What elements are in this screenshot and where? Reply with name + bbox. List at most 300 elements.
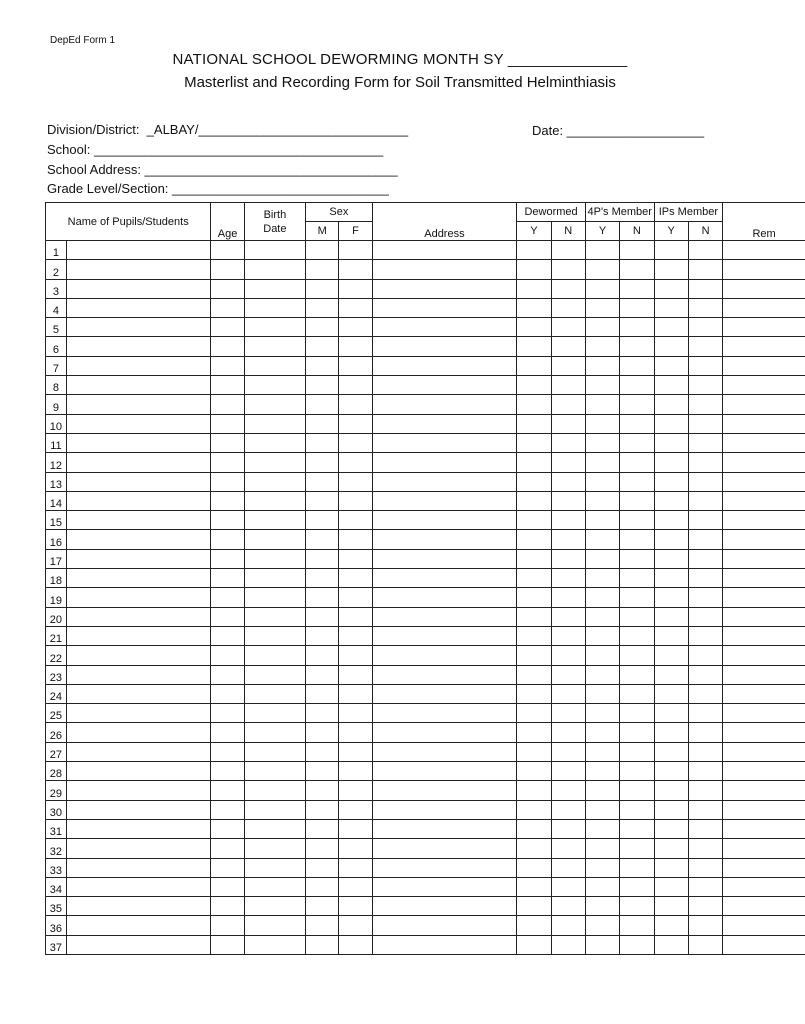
four-ps-y-cell[interactable] bbox=[585, 588, 619, 607]
four-ps-n-cell[interactable] bbox=[620, 337, 654, 356]
birth-date-cell[interactable] bbox=[244, 241, 305, 260]
dewormed-n-cell[interactable] bbox=[551, 665, 585, 684]
remarks-cell[interactable] bbox=[723, 298, 805, 317]
four-ps-n-cell[interactable] bbox=[620, 414, 654, 433]
dewormed-y-cell[interactable] bbox=[517, 858, 551, 877]
sex-m-cell[interactable] bbox=[306, 839, 339, 858]
ips-y-cell[interactable] bbox=[654, 318, 688, 337]
address-cell[interactable] bbox=[372, 877, 517, 896]
birth-date-cell[interactable] bbox=[244, 665, 305, 684]
division-district-field[interactable]: Division/District: _ALBAY/_____________________________ bbox=[47, 122, 409, 137]
birth-date-cell[interactable] bbox=[244, 569, 305, 588]
four-ps-y-cell[interactable] bbox=[585, 819, 619, 838]
sex-f-cell[interactable] bbox=[339, 800, 372, 819]
sex-f-cell[interactable] bbox=[339, 569, 372, 588]
sex-m-cell[interactable] bbox=[306, 762, 339, 781]
age-cell[interactable] bbox=[211, 916, 244, 935]
four-ps-y-cell[interactable] bbox=[585, 626, 619, 645]
dewormed-n-cell[interactable] bbox=[551, 414, 585, 433]
birth-date-cell[interactable] bbox=[244, 298, 305, 317]
age-cell[interactable] bbox=[211, 337, 244, 356]
birth-date-cell[interactable] bbox=[244, 800, 305, 819]
address-cell[interactable] bbox=[372, 260, 517, 279]
sex-m-cell[interactable] bbox=[306, 781, 339, 800]
dewormed-y-cell[interactable] bbox=[517, 742, 551, 761]
dewormed-n-cell[interactable] bbox=[551, 356, 585, 375]
ips-n-cell[interactable] bbox=[688, 897, 722, 916]
sex-f-cell[interactable] bbox=[339, 241, 372, 260]
ips-y-cell[interactable] bbox=[654, 762, 688, 781]
ips-n-cell[interactable] bbox=[688, 588, 722, 607]
ips-y-cell[interactable] bbox=[654, 665, 688, 684]
sex-f-cell[interactable] bbox=[339, 298, 372, 317]
four-ps-n-cell[interactable] bbox=[620, 742, 654, 761]
remarks-cell[interactable] bbox=[723, 877, 805, 896]
remarks-cell[interactable] bbox=[723, 433, 805, 452]
address-cell[interactable] bbox=[372, 626, 517, 645]
sex-f-cell[interactable] bbox=[339, 414, 372, 433]
address-cell[interactable] bbox=[372, 839, 517, 858]
age-cell[interactable] bbox=[211, 897, 244, 916]
sex-f-cell[interactable] bbox=[339, 935, 372, 954]
sex-f-cell[interactable] bbox=[339, 684, 372, 703]
dewormed-y-cell[interactable] bbox=[517, 414, 551, 433]
sex-m-cell[interactable] bbox=[306, 704, 339, 723]
sex-f-cell[interactable] bbox=[339, 723, 372, 742]
remarks-cell[interactable] bbox=[723, 279, 805, 298]
address-cell[interactable] bbox=[372, 298, 517, 317]
dewormed-y-cell[interactable] bbox=[517, 626, 551, 645]
remarks-cell[interactable] bbox=[723, 453, 805, 472]
age-cell[interactable] bbox=[211, 241, 244, 260]
dewormed-y-cell[interactable] bbox=[517, 337, 551, 356]
address-cell[interactable] bbox=[372, 704, 517, 723]
name-cell[interactable] bbox=[66, 491, 211, 510]
sex-f-cell[interactable] bbox=[339, 877, 372, 896]
sex-m-cell[interactable] bbox=[306, 858, 339, 877]
ips-n-cell[interactable] bbox=[688, 858, 722, 877]
sex-m-cell[interactable] bbox=[306, 356, 339, 375]
four-ps-y-cell[interactable] bbox=[585, 298, 619, 317]
ips-y-cell[interactable] bbox=[654, 511, 688, 530]
remarks-cell[interactable] bbox=[723, 569, 805, 588]
address-cell[interactable] bbox=[372, 414, 517, 433]
four-ps-n-cell[interactable] bbox=[620, 916, 654, 935]
four-ps-y-cell[interactable] bbox=[585, 935, 619, 954]
four-ps-y-cell[interactable] bbox=[585, 549, 619, 568]
sex-f-cell[interactable] bbox=[339, 588, 372, 607]
address-cell[interactable] bbox=[372, 569, 517, 588]
sex-m-cell[interactable] bbox=[306, 569, 339, 588]
dewormed-n-cell[interactable] bbox=[551, 472, 585, 491]
address-cell[interactable] bbox=[372, 781, 517, 800]
dewormed-y-cell[interactable] bbox=[517, 723, 551, 742]
sex-f-cell[interactable] bbox=[339, 819, 372, 838]
birth-date-cell[interactable] bbox=[244, 704, 305, 723]
age-cell[interactable] bbox=[211, 684, 244, 703]
four-ps-n-cell[interactable] bbox=[620, 569, 654, 588]
name-cell[interactable] bbox=[66, 897, 211, 916]
ips-n-cell[interactable] bbox=[688, 260, 722, 279]
four-ps-n-cell[interactable] bbox=[620, 607, 654, 626]
four-ps-n-cell[interactable] bbox=[620, 588, 654, 607]
dewormed-n-cell[interactable] bbox=[551, 298, 585, 317]
dewormed-n-cell[interactable] bbox=[551, 877, 585, 896]
name-cell[interactable] bbox=[66, 260, 211, 279]
dewormed-n-cell[interactable] bbox=[551, 260, 585, 279]
name-cell[interactable] bbox=[66, 337, 211, 356]
birth-date-cell[interactable] bbox=[244, 916, 305, 935]
sex-m-cell[interactable] bbox=[306, 279, 339, 298]
four-ps-n-cell[interactable] bbox=[620, 819, 654, 838]
address-cell[interactable] bbox=[372, 395, 517, 414]
ips-n-cell[interactable] bbox=[688, 318, 722, 337]
four-ps-n-cell[interactable] bbox=[620, 665, 654, 684]
four-ps-y-cell[interactable] bbox=[585, 897, 619, 916]
remarks-cell[interactable] bbox=[723, 491, 805, 510]
address-cell[interactable] bbox=[372, 318, 517, 337]
four-ps-y-cell[interactable] bbox=[585, 453, 619, 472]
age-cell[interactable] bbox=[211, 453, 244, 472]
four-ps-n-cell[interactable] bbox=[620, 684, 654, 703]
four-ps-y-cell[interactable] bbox=[585, 723, 619, 742]
grade-level-section-field[interactable]: Grade Level/Section: ______________________________ bbox=[47, 181, 389, 196]
sex-f-cell[interactable] bbox=[339, 916, 372, 935]
address-cell[interactable] bbox=[372, 916, 517, 935]
address-cell[interactable] bbox=[372, 491, 517, 510]
dewormed-n-cell[interactable] bbox=[551, 800, 585, 819]
age-cell[interactable] bbox=[211, 298, 244, 317]
dewormed-y-cell[interactable] bbox=[517, 781, 551, 800]
sex-f-cell[interactable] bbox=[339, 511, 372, 530]
four-ps-y-cell[interactable] bbox=[585, 337, 619, 356]
four-ps-n-cell[interactable] bbox=[620, 395, 654, 414]
birth-date-cell[interactable] bbox=[244, 414, 305, 433]
four-ps-n-cell[interactable] bbox=[620, 549, 654, 568]
age-cell[interactable] bbox=[211, 588, 244, 607]
age-cell[interactable] bbox=[211, 781, 244, 800]
remarks-cell[interactable] bbox=[723, 839, 805, 858]
remarks-cell[interactable] bbox=[723, 588, 805, 607]
remarks-cell[interactable] bbox=[723, 819, 805, 838]
four-ps-n-cell[interactable] bbox=[620, 453, 654, 472]
four-ps-y-cell[interactable] bbox=[585, 742, 619, 761]
dewormed-n-cell[interactable] bbox=[551, 607, 585, 626]
remarks-cell[interactable] bbox=[723, 723, 805, 742]
dewormed-n-cell[interactable] bbox=[551, 916, 585, 935]
dewormed-y-cell[interactable] bbox=[517, 472, 551, 491]
birth-date-cell[interactable] bbox=[244, 626, 305, 645]
sex-f-cell[interactable] bbox=[339, 839, 372, 858]
name-cell[interactable] bbox=[66, 646, 211, 665]
dewormed-y-cell[interactable] bbox=[517, 684, 551, 703]
dewormed-n-cell[interactable] bbox=[551, 511, 585, 530]
age-cell[interactable] bbox=[211, 318, 244, 337]
four-ps-y-cell[interactable] bbox=[585, 916, 619, 935]
sex-m-cell[interactable] bbox=[306, 935, 339, 954]
four-ps-y-cell[interactable] bbox=[585, 376, 619, 395]
ips-y-cell[interactable] bbox=[654, 241, 688, 260]
name-cell[interactable] bbox=[66, 511, 211, 530]
dewormed-y-cell[interactable] bbox=[517, 839, 551, 858]
sex-m-cell[interactable] bbox=[306, 260, 339, 279]
sex-f-cell[interactable] bbox=[339, 762, 372, 781]
sex-f-cell[interactable] bbox=[339, 433, 372, 452]
remarks-cell[interactable] bbox=[723, 337, 805, 356]
four-ps-n-cell[interactable] bbox=[620, 723, 654, 742]
name-cell[interactable] bbox=[66, 376, 211, 395]
sex-f-cell[interactable] bbox=[339, 646, 372, 665]
address-cell[interactable] bbox=[372, 356, 517, 375]
ips-n-cell[interactable] bbox=[688, 684, 722, 703]
ips-y-cell[interactable] bbox=[654, 877, 688, 896]
dewormed-n-cell[interactable] bbox=[551, 684, 585, 703]
ips-n-cell[interactable] bbox=[688, 762, 722, 781]
dewormed-y-cell[interactable] bbox=[517, 530, 551, 549]
address-cell[interactable] bbox=[372, 858, 517, 877]
remarks-cell[interactable] bbox=[723, 260, 805, 279]
age-cell[interactable] bbox=[211, 819, 244, 838]
age-cell[interactable] bbox=[211, 376, 244, 395]
sex-m-cell[interactable] bbox=[306, 800, 339, 819]
dewormed-n-cell[interactable] bbox=[551, 704, 585, 723]
sex-m-cell[interactable] bbox=[306, 376, 339, 395]
birth-date-cell[interactable] bbox=[244, 279, 305, 298]
address-cell[interactable] bbox=[372, 800, 517, 819]
remarks-cell[interactable] bbox=[723, 897, 805, 916]
name-cell[interactable] bbox=[66, 858, 211, 877]
ips-y-cell[interactable] bbox=[654, 337, 688, 356]
ips-y-cell[interactable] bbox=[654, 723, 688, 742]
remarks-cell[interactable] bbox=[723, 356, 805, 375]
sex-m-cell[interactable] bbox=[306, 549, 339, 568]
dewormed-y-cell[interactable] bbox=[517, 298, 551, 317]
four-ps-n-cell[interactable] bbox=[620, 241, 654, 260]
four-ps-y-cell[interactable] bbox=[585, 260, 619, 279]
sex-m-cell[interactable] bbox=[306, 665, 339, 684]
ips-n-cell[interactable] bbox=[688, 356, 722, 375]
dewormed-y-cell[interactable] bbox=[517, 800, 551, 819]
name-cell[interactable] bbox=[66, 298, 211, 317]
remarks-cell[interactable] bbox=[723, 549, 805, 568]
four-ps-n-cell[interactable] bbox=[620, 935, 654, 954]
address-cell[interactable] bbox=[372, 646, 517, 665]
ips-n-cell[interactable] bbox=[688, 530, 722, 549]
four-ps-n-cell[interactable] bbox=[620, 646, 654, 665]
age-cell[interactable] bbox=[211, 858, 244, 877]
age-cell[interactable] bbox=[211, 800, 244, 819]
ips-n-cell[interactable] bbox=[688, 916, 722, 935]
dewormed-n-cell[interactable] bbox=[551, 819, 585, 838]
name-cell[interactable] bbox=[66, 453, 211, 472]
birth-date-cell[interactable] bbox=[244, 433, 305, 452]
name-cell[interactable] bbox=[66, 569, 211, 588]
remarks-cell[interactable] bbox=[723, 511, 805, 530]
remarks-cell[interactable] bbox=[723, 376, 805, 395]
dewormed-y-cell[interactable] bbox=[517, 433, 551, 452]
ips-n-cell[interactable] bbox=[688, 241, 722, 260]
sex-m-cell[interactable] bbox=[306, 588, 339, 607]
birth-date-cell[interactable] bbox=[244, 781, 305, 800]
ips-y-cell[interactable] bbox=[654, 819, 688, 838]
sex-f-cell[interactable] bbox=[339, 491, 372, 510]
dewormed-n-cell[interactable] bbox=[551, 723, 585, 742]
four-ps-y-cell[interactable] bbox=[585, 762, 619, 781]
sex-f-cell[interactable] bbox=[339, 858, 372, 877]
sex-m-cell[interactable] bbox=[306, 607, 339, 626]
school-address-field[interactable]: School Address: ___________________________________ bbox=[47, 162, 398, 177]
ips-y-cell[interactable] bbox=[654, 704, 688, 723]
address-cell[interactable] bbox=[372, 530, 517, 549]
birth-date-cell[interactable] bbox=[244, 472, 305, 491]
four-ps-y-cell[interactable] bbox=[585, 781, 619, 800]
ips-y-cell[interactable] bbox=[654, 453, 688, 472]
dewormed-y-cell[interactable] bbox=[517, 453, 551, 472]
ips-y-cell[interactable] bbox=[654, 472, 688, 491]
sex-f-cell[interactable] bbox=[339, 781, 372, 800]
ips-n-cell[interactable] bbox=[688, 704, 722, 723]
ips-n-cell[interactable] bbox=[688, 453, 722, 472]
age-cell[interactable] bbox=[211, 935, 244, 954]
dewormed-n-cell[interactable] bbox=[551, 395, 585, 414]
name-cell[interactable] bbox=[66, 877, 211, 896]
dewormed-y-cell[interactable] bbox=[517, 646, 551, 665]
remarks-cell[interactable] bbox=[723, 241, 805, 260]
dewormed-y-cell[interactable] bbox=[517, 607, 551, 626]
address-cell[interactable] bbox=[372, 511, 517, 530]
four-ps-y-cell[interactable] bbox=[585, 665, 619, 684]
dewormed-y-cell[interactable] bbox=[517, 356, 551, 375]
ips-y-cell[interactable] bbox=[654, 839, 688, 858]
four-ps-y-cell[interactable] bbox=[585, 704, 619, 723]
remarks-cell[interactable] bbox=[723, 684, 805, 703]
address-cell[interactable] bbox=[372, 935, 517, 954]
birth-date-cell[interactable] bbox=[244, 395, 305, 414]
dewormed-n-cell[interactable] bbox=[551, 453, 585, 472]
dewormed-y-cell[interactable] bbox=[517, 569, 551, 588]
name-cell[interactable] bbox=[66, 318, 211, 337]
sex-f-cell[interactable] bbox=[339, 530, 372, 549]
birth-date-cell[interactable] bbox=[244, 742, 305, 761]
sex-f-cell[interactable] bbox=[339, 549, 372, 568]
ips-y-cell[interactable] bbox=[654, 858, 688, 877]
ips-y-cell[interactable] bbox=[654, 800, 688, 819]
ips-y-cell[interactable] bbox=[654, 395, 688, 414]
four-ps-n-cell[interactable] bbox=[620, 626, 654, 645]
four-ps-n-cell[interactable] bbox=[620, 839, 654, 858]
age-cell[interactable] bbox=[211, 260, 244, 279]
dewormed-y-cell[interactable] bbox=[517, 260, 551, 279]
four-ps-y-cell[interactable] bbox=[585, 607, 619, 626]
ips-y-cell[interactable] bbox=[654, 569, 688, 588]
four-ps-y-cell[interactable] bbox=[585, 318, 619, 337]
birth-date-cell[interactable] bbox=[244, 684, 305, 703]
birth-date-cell[interactable] bbox=[244, 318, 305, 337]
name-cell[interactable] bbox=[66, 549, 211, 568]
address-cell[interactable] bbox=[372, 607, 517, 626]
ips-n-cell[interactable] bbox=[688, 414, 722, 433]
four-ps-n-cell[interactable] bbox=[620, 762, 654, 781]
address-cell[interactable] bbox=[372, 241, 517, 260]
four-ps-n-cell[interactable] bbox=[620, 530, 654, 549]
ips-n-cell[interactable] bbox=[688, 549, 722, 568]
four-ps-n-cell[interactable] bbox=[620, 279, 654, 298]
address-cell[interactable] bbox=[372, 665, 517, 684]
name-cell[interactable] bbox=[66, 395, 211, 414]
sex-f-cell[interactable] bbox=[339, 395, 372, 414]
four-ps-n-cell[interactable] bbox=[620, 897, 654, 916]
four-ps-y-cell[interactable] bbox=[585, 356, 619, 375]
name-cell[interactable] bbox=[66, 819, 211, 838]
name-cell[interactable] bbox=[66, 530, 211, 549]
age-cell[interactable] bbox=[211, 511, 244, 530]
remarks-cell[interactable] bbox=[723, 781, 805, 800]
remarks-cell[interactable] bbox=[723, 395, 805, 414]
age-cell[interactable] bbox=[211, 742, 244, 761]
dewormed-n-cell[interactable] bbox=[551, 279, 585, 298]
dewormed-n-cell[interactable] bbox=[551, 897, 585, 916]
address-cell[interactable] bbox=[372, 897, 517, 916]
address-cell[interactable] bbox=[372, 376, 517, 395]
age-cell[interactable] bbox=[211, 279, 244, 298]
dewormed-y-cell[interactable] bbox=[517, 376, 551, 395]
ips-y-cell[interactable] bbox=[654, 433, 688, 452]
address-cell[interactable] bbox=[372, 433, 517, 452]
sex-f-cell[interactable] bbox=[339, 897, 372, 916]
name-cell[interactable] bbox=[66, 241, 211, 260]
dewormed-n-cell[interactable] bbox=[551, 549, 585, 568]
sex-m-cell[interactable] bbox=[306, 472, 339, 491]
name-cell[interactable] bbox=[66, 588, 211, 607]
remarks-cell[interactable] bbox=[723, 916, 805, 935]
name-cell[interactable] bbox=[66, 762, 211, 781]
four-ps-y-cell[interactable] bbox=[585, 395, 619, 414]
dewormed-y-cell[interactable] bbox=[517, 665, 551, 684]
ips-n-cell[interactable] bbox=[688, 742, 722, 761]
ips-n-cell[interactable] bbox=[688, 279, 722, 298]
ips-y-cell[interactable] bbox=[654, 646, 688, 665]
ips-n-cell[interactable] bbox=[688, 337, 722, 356]
ips-n-cell[interactable] bbox=[688, 472, 722, 491]
four-ps-n-cell[interactable] bbox=[620, 472, 654, 491]
four-ps-n-cell[interactable] bbox=[620, 877, 654, 896]
birth-date-cell[interactable] bbox=[244, 877, 305, 896]
name-cell[interactable] bbox=[66, 916, 211, 935]
remarks-cell[interactable] bbox=[723, 530, 805, 549]
address-cell[interactable] bbox=[372, 684, 517, 703]
sex-m-cell[interactable] bbox=[306, 337, 339, 356]
name-cell[interactable] bbox=[66, 723, 211, 742]
name-cell[interactable] bbox=[66, 356, 211, 375]
dewormed-y-cell[interactable] bbox=[517, 318, 551, 337]
sex-f-cell[interactable] bbox=[339, 665, 372, 684]
remarks-cell[interactable] bbox=[723, 935, 805, 954]
birth-date-cell[interactable] bbox=[244, 762, 305, 781]
ips-y-cell[interactable] bbox=[654, 356, 688, 375]
sex-m-cell[interactable] bbox=[306, 646, 339, 665]
sex-m-cell[interactable] bbox=[306, 453, 339, 472]
four-ps-y-cell[interactable] bbox=[585, 472, 619, 491]
name-cell[interactable] bbox=[66, 684, 211, 703]
dewormed-y-cell[interactable] bbox=[517, 877, 551, 896]
four-ps-n-cell[interactable] bbox=[620, 858, 654, 877]
age-cell[interactable] bbox=[211, 395, 244, 414]
four-ps-y-cell[interactable] bbox=[585, 511, 619, 530]
sex-f-cell[interactable] bbox=[339, 318, 372, 337]
ips-y-cell[interactable] bbox=[654, 376, 688, 395]
ips-y-cell[interactable] bbox=[654, 414, 688, 433]
remarks-cell[interactable] bbox=[723, 762, 805, 781]
